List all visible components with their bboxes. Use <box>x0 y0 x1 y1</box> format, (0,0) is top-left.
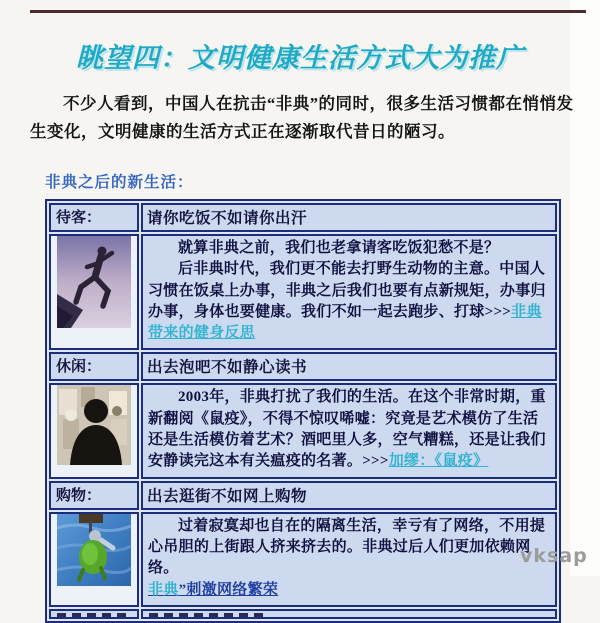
row-title-gouwu: 出去逛街不如网上购物 <box>141 481 557 510</box>
row-label-gouwu: 购物： <box>49 481 139 510</box>
underwater-shopper-image <box>49 512 139 607</box>
paragraph: 就算非典之前，我们也老拿请客吃饭犯愁不是？ <box>178 240 500 256</box>
row-label-clipped <box>49 609 139 619</box>
watermark: vksap <box>520 545 588 567</box>
link-sars-internet-boom[interactable] <box>148 582 278 598</box>
row-label-xiuxian: 休闲： <box>49 352 139 381</box>
table-row-content <box>49 234 557 350</box>
link-fitness-reflection[interactable]: 非典带来的健身反思 <box>148 303 542 342</box>
underwater-illustration <box>51 514 137 586</box>
jumping-person-image <box>49 234 139 350</box>
row-label-daike: 待客： <box>49 203 139 232</box>
table-row-content <box>49 512 557 607</box>
row-title-xiuxian: 出去泡吧不如静心读书 <box>141 352 557 381</box>
table-row-content <box>49 383 557 478</box>
page-margin-strip <box>570 0 600 576</box>
row-text-xiuxian <box>141 383 557 478</box>
jumping-person-illustration <box>51 236 137 328</box>
paragraph <box>148 259 549 344</box>
top-divider-line <box>30 10 586 13</box>
paragraph-text: 2003年，非典打扰了我们的生活。在这个非常时期，重新翻阅《鼠疫》，不得不惊叹唏嘘：究竟是艺术模仿了生活还是生活模仿着艺术？酒吧里人多，空气糟糕，还是让我们安静读完这本有关瘟疫的名著。>>> <box>148 389 546 470</box>
link-text-navy: ”刺激网络繁荣 <box>178 581 279 598</box>
table-row-clipped <box>49 609 557 619</box>
intro-paragraph: 不少人看到，中国人在抗击“非典”的同时，很多生活习惯都在悄悄发生变化，文明健康的生活方式正在逐渐取代昔日的陋习。 <box>30 94 574 142</box>
clipped-text <box>57 613 131 617</box>
row-title-clipped <box>141 609 557 619</box>
link-text-cyan: 非典 <box>148 581 179 598</box>
paragraph: 过着寂寞却也自在的隔离生活，幸亏有了网络，不用提心吊胆的上街跟人挤来挤去的。非典过后人们更加依赖网络。 <box>148 517 546 577</box>
paragraph-text: 后非典时代，我们更不能去打野生动物的主意。中国人习惯在饭桌上办事，非典之后我们也要有点新规矩，办事归办事，身体也要健康。我们不如一起去跑步、打球>>> <box>148 261 546 320</box>
row-text-gouwu <box>141 512 557 607</box>
silhouette-illustration <box>51 385 137 465</box>
paragraph <box>148 387 549 472</box>
clipped-text <box>149 613 269 617</box>
table-row-header <box>49 203 557 232</box>
page-title: 眺望四：文明健康生活方式大为推广 <box>76 43 524 74</box>
table-row-header <box>49 481 557 510</box>
paragraph <box>148 580 549 601</box>
link-camus-plague[interactable]: 加缪：《鼠疫》 <box>388 453 489 470</box>
new-life-table <box>45 199 561 623</box>
silhouette-reader-image <box>49 383 139 478</box>
section-heading: 非典之后的新生活： <box>45 174 194 191</box>
row-title-daike: 请你吃饭不如请你出汗 <box>141 203 557 232</box>
row-text-daike <box>141 234 557 350</box>
table-row-header <box>49 352 557 381</box>
